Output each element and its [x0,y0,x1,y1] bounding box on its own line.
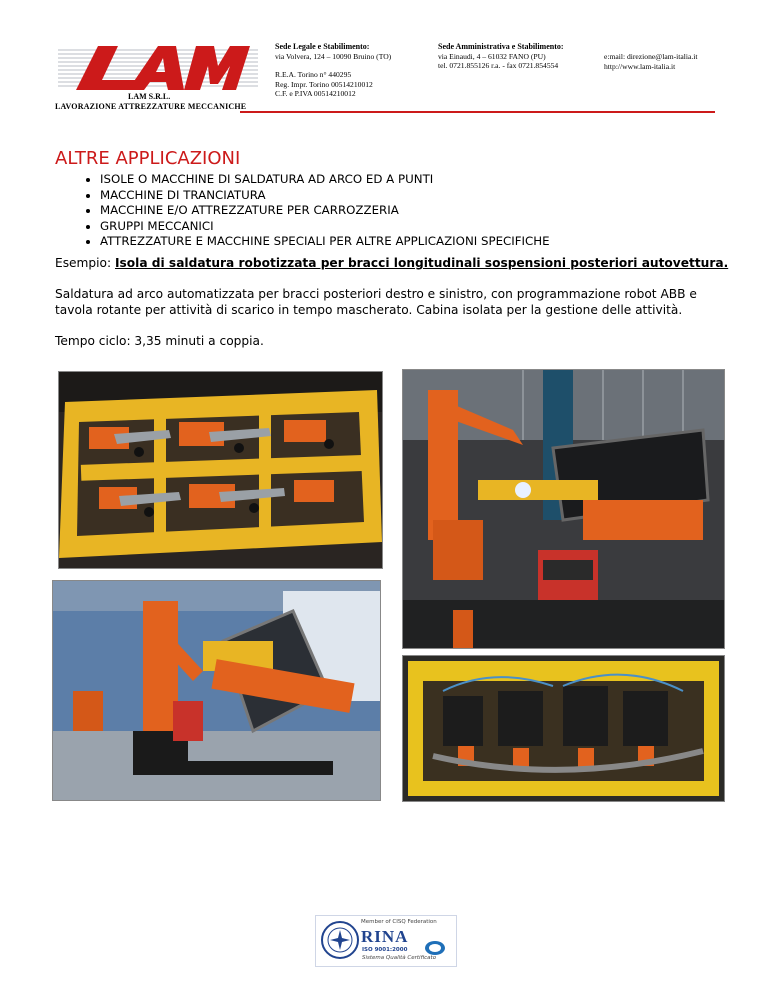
vat-number: C.F. e P.IVA 00514210012 [275,89,356,99]
certification-seal-icon [320,920,360,960]
photo-clamping-fixture [402,655,725,802]
cert-name: RINA [361,927,409,946]
iqnet-logo-icon [424,940,446,956]
company-name: LAM S.R.L. [128,92,171,101]
company-tagline: LAVORAZIONE ATTREZZATURE MECCANICHE [55,102,247,111]
photo-robot-station [52,580,381,801]
list-item: • ISOLE O MACCHINE DI SALDATURA AD ARCO ED A PUNTI [100,172,550,188]
rea-number: R.E.A. Torino n° 440295 [275,70,352,79]
legal-office-block [275,42,391,61]
example-description: Saldatura ad arco automatizzata per bracci posteriori destro e sinistro, con programmazione robot ABB e tavola rotante per attività di scarico in tempo mascherato. Cabina isolata per la gestione delle attività. [55,287,697,317]
lam-logo-graphic [58,44,258,96]
footer-ornament-left [38,950,313,958]
legal-office-address: via Volvera, 124 – 10090 Bruino (TO) [275,51,392,61]
cert-member-text: Member of CISQ Federation [361,919,437,925]
example-label: Esempio: [55,256,112,270]
admin-office-address: via Einaudi, 4 – 61032 FANO (PU) [438,51,546,61]
example-line [55,256,728,270]
list-item: • MACCHINE E/O ATTREZZATURE PER CARROZZERIA [100,203,550,219]
admin-office-title: Sede Amministrativa e Stabilimento: [438,42,564,51]
legal-office-title: Sede Legale e Stabilimento: [275,42,370,51]
list-item: • MACCHINE DI TRANCIATURA [100,188,550,204]
cycle-time: Tempo ciclo: 3,35 minuti a coppia. [55,334,264,348]
contact-email[interactable]: e:mail: direzione@lam-italia.it [604,52,698,61]
section-title: ALTRE APPLICAZIONI [55,148,241,169]
cert-system: Sistema Qualità Certificato [362,955,437,961]
photo-robot-cell [402,369,725,649]
footer-ornament-right [456,950,731,958]
cert-iso: ISO 9001:2000 [362,947,408,953]
contact-website[interactable]: http://www.lam-italia.it [604,61,676,71]
example-title: Isola di saldatura robotizzata per bracci longitudinali sospensioni posteriori autovettura. [114,256,729,270]
register-number: Reg. Impr. Torino 00514210012 [275,79,373,89]
header-divider [240,111,715,113]
applications-list [80,172,550,250]
company-logo [58,44,258,96]
admin-office-phone: tel. 0721.855126 r.a. - fax 0721.854554 [438,61,559,71]
certification-badge [315,915,457,967]
list-item: • GRUPPI MECCANICI [100,219,550,235]
list-item: • ATTREZZATURE E MACCHINE SPECIALI PER ALTRE APPLICAZIONI SPECIFICHE [100,234,550,250]
photo-welding-fixture [58,371,383,569]
admin-office-block [438,42,564,71]
contact-block [604,52,697,71]
registration-block [275,70,373,99]
